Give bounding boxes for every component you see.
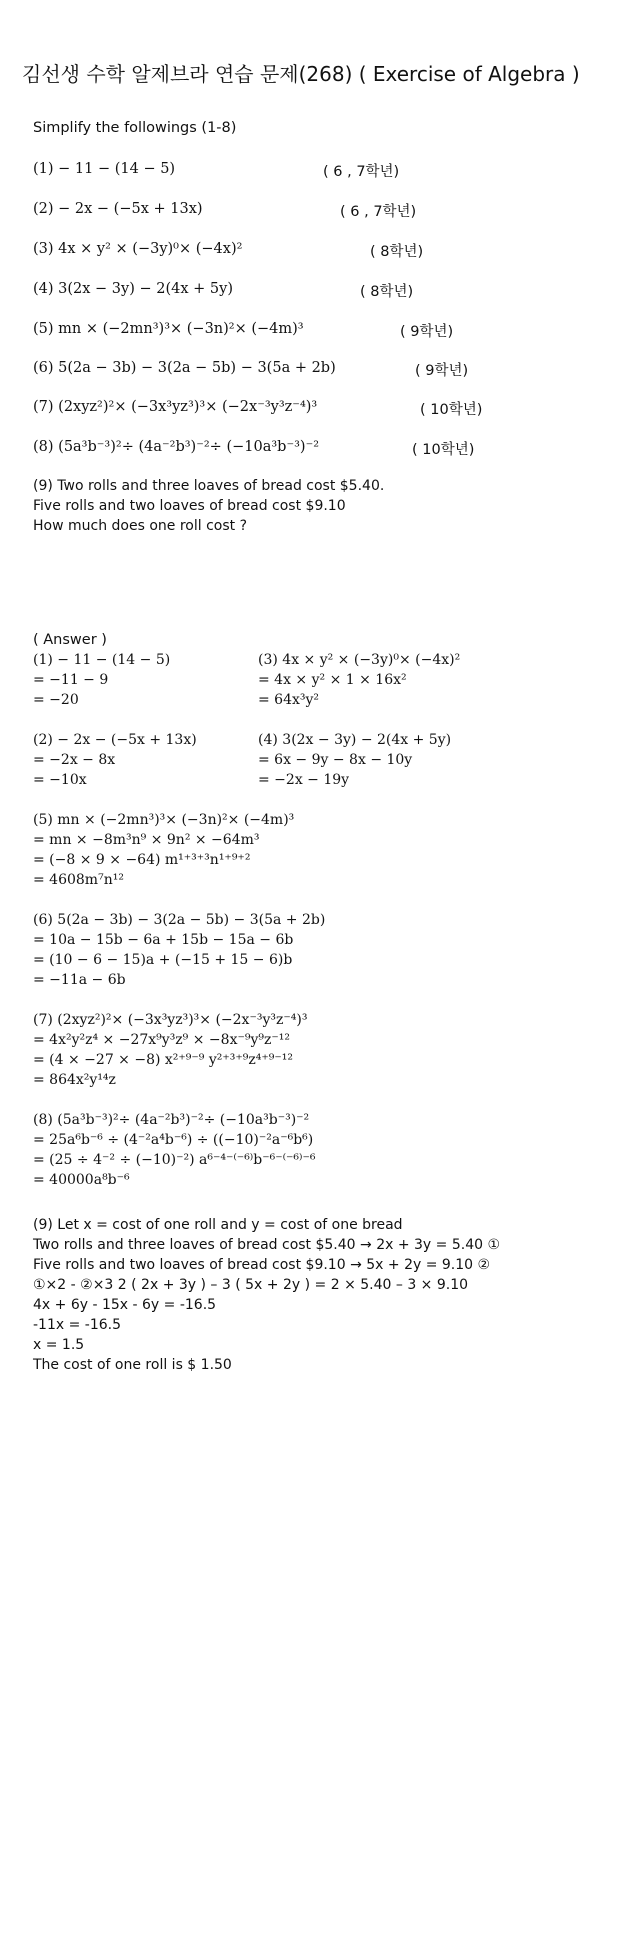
answer-line: = 6x − 9y − 8x − 10y xyxy=(258,752,413,768)
answer-6 xyxy=(33,910,325,990)
answer-line: (5) mn × (−2mn³)³× (−3n)²× (−4m)³ xyxy=(33,812,295,828)
problem-expression: (5a³b⁻³)²÷ (4a⁻²b³)⁻²÷ (−10a³b⁻³)⁻² xyxy=(58,439,320,455)
problem-number: (2) xyxy=(33,201,54,217)
grade-level: ( 6 , 7학년) xyxy=(323,164,400,180)
answer-line: = (4 × −27 × −8) x²⁺⁹⁻⁹ y²⁺³⁺⁹z⁴⁺⁹⁻¹² xyxy=(33,1052,293,1068)
instruction: Simplify the followings (1-8) xyxy=(33,120,237,136)
answer-line: = 864x²y¹⁴z xyxy=(33,1072,116,1088)
word-problem-line-3: How much does one roll cost ? xyxy=(33,518,248,534)
answer-9 xyxy=(33,1215,500,1375)
answer-line: (9) Let x = cost of one roll and y = cost of one bread xyxy=(33,1217,403,1233)
answer-2 xyxy=(33,730,197,790)
problem-expression: − 2x − (−5x + 13x) xyxy=(58,201,203,217)
answer-line: = −20 xyxy=(33,692,79,708)
answer-line: = (10 − 6 − 15)a + (−15 + 15 − 6)b xyxy=(33,952,293,968)
answer-line: The cost of one roll is $ 1.50 xyxy=(33,1357,232,1373)
problem-number: (4) xyxy=(33,281,54,297)
answer-line: (1) − 11 − (14 − 5) xyxy=(33,652,171,668)
answer-line: (8) (5a³b⁻³)²÷ (4a⁻²b³)⁻²÷ (−10a³b⁻³)⁻² xyxy=(33,1112,310,1128)
word-problem-line-2: Five rolls and two loaves of bread cost $9.10 xyxy=(33,498,346,514)
answer-line: (7) (2xyz²)²× (−3x³yz³)³× (−2x⁻³y³z⁻⁴)³ xyxy=(33,1012,308,1028)
grade-level: ( 10학년) xyxy=(412,442,475,458)
answer-line: = −2x − 8x xyxy=(33,752,116,768)
problem-expression: mn × (−2mn³)³× (−3n)²× (−4m)³ xyxy=(58,321,304,337)
answer-line: x = 1.5 xyxy=(33,1337,85,1353)
problem-number: (6) xyxy=(33,360,54,376)
problem-expression: − 11 − (14 − 5) xyxy=(58,161,176,177)
answer-4 xyxy=(258,730,451,790)
answer-8 xyxy=(33,1110,315,1190)
answer-line: (2) − 2x − (−5x + 13x) xyxy=(33,732,197,748)
problem-5 xyxy=(33,320,304,338)
answer-heading: ( Answer ) xyxy=(33,632,107,648)
problem-8 xyxy=(33,438,319,456)
grade-level: ( 8학년) xyxy=(370,244,424,260)
answer-line: = 64x³y² xyxy=(258,692,320,708)
problem-6 xyxy=(33,359,336,377)
answer-line: = −11 − 9 xyxy=(33,672,109,688)
answer-line: = −10x xyxy=(33,772,87,788)
problem-number: (7) xyxy=(33,399,54,415)
answer-line: = 10a − 15b − 6a + 15b − 15a − 6b xyxy=(33,932,294,948)
problem-expression: 5(2a − 3b) − 3(2a − 5b) − 3(5a + 2b) xyxy=(58,360,336,376)
problem-expression: (2xyz²)²× (−3x³yz³)³× (−2x⁻³y³z⁻⁴)³ xyxy=(58,399,318,415)
page-title: 김선생 수학 알제브라 연습 문제(268) ( Exercise of Algebra ) xyxy=(22,62,580,86)
problem-3 xyxy=(33,240,242,258)
answer-line: Five rolls and two loaves of bread cost $9.10 → 5x + 2y = 9.10 ② xyxy=(33,1257,491,1273)
problem-2 xyxy=(33,200,203,218)
grade-level: ( 9학년) xyxy=(415,363,469,379)
grade-level: ( 8학년) xyxy=(360,284,414,300)
answer-line: -11x = -16.5 xyxy=(33,1317,122,1333)
problem-7 xyxy=(33,398,317,416)
grade-level: ( 9학년) xyxy=(400,324,454,340)
problem-number: (1) xyxy=(33,161,54,177)
problem-1 xyxy=(33,160,175,178)
problem-number: (8) xyxy=(33,439,54,455)
grade-level: ( 6 , 7학년) xyxy=(340,204,417,220)
word-problem-line-1: (9) Two rolls and three loaves of bread cost $5.40. xyxy=(33,478,385,494)
answer-line: (3) 4x × y² × (−3y)⁰× (−4x)² xyxy=(258,652,461,668)
answer-5 xyxy=(33,810,294,890)
answer-line: = (−8 × 9 × −64) m¹⁺³⁺³n¹⁺⁹⁺² xyxy=(33,852,251,868)
answer-line: 4x + 6y - 15x - 6y = -16.5 xyxy=(33,1297,217,1313)
answer-line: = −2x − 19y xyxy=(258,772,350,788)
answer-7 xyxy=(33,1010,307,1090)
answer-line: = −11a − 6b xyxy=(33,972,126,988)
answer-line: = (25 ÷ 4⁻² ÷ (−10)⁻²) a⁶⁻⁴⁻⁽⁻⁶⁾b⁻⁶⁻⁽⁻⁶⁾⁻⁶ xyxy=(33,1152,316,1168)
answer-line: = 40000a⁸b⁻⁶ xyxy=(33,1172,130,1188)
answer-1 xyxy=(33,650,170,710)
answer-line: Two rolls and three loaves of bread cost $5.40 → 2x + 3y = 5.40 ① xyxy=(33,1237,501,1253)
answer-line: (6) 5(2a − 3b) − 3(2a − 5b) − 3(5a + 2b) xyxy=(33,912,326,928)
grade-level: ( 10학년) xyxy=(420,402,483,418)
answer-line: = 4x × y² × 1 × 16x² xyxy=(258,672,407,688)
answer-line: = 4608m⁷n¹² xyxy=(33,872,124,888)
problem-expression: 3(2x − 3y) − 2(4x + 5y) xyxy=(58,281,233,297)
answer-line: = 4x²y²z⁴ × −27x⁹y³z⁹ × −8x⁻⁹y⁹z⁻¹² xyxy=(33,1032,290,1048)
answer-line: = 25a⁶b⁻⁶ ÷ (4⁻²a⁴b⁻⁶) ÷ ((−10)⁻²a⁻⁶b⁶) xyxy=(33,1132,314,1148)
problem-expression: 4x × y² × (−3y)⁰× (−4x)² xyxy=(58,241,243,257)
answer-line: ①×2 - ②×3 2 ( 2x + 3y ) – 3 ( 5x + 2y ) = 2 × 5.40 – 3 × 9.10 xyxy=(33,1277,469,1293)
problem-number: (5) xyxy=(33,321,54,337)
problem-4 xyxy=(33,280,233,298)
answer-line: = mn × −8m³n⁹ × 9n² × −64m³ xyxy=(33,832,260,848)
problem-number: (3) xyxy=(33,241,54,257)
answer-line: (4) 3(2x − 3y) − 2(4x + 5y) xyxy=(258,732,452,748)
answer-3 xyxy=(258,650,460,710)
